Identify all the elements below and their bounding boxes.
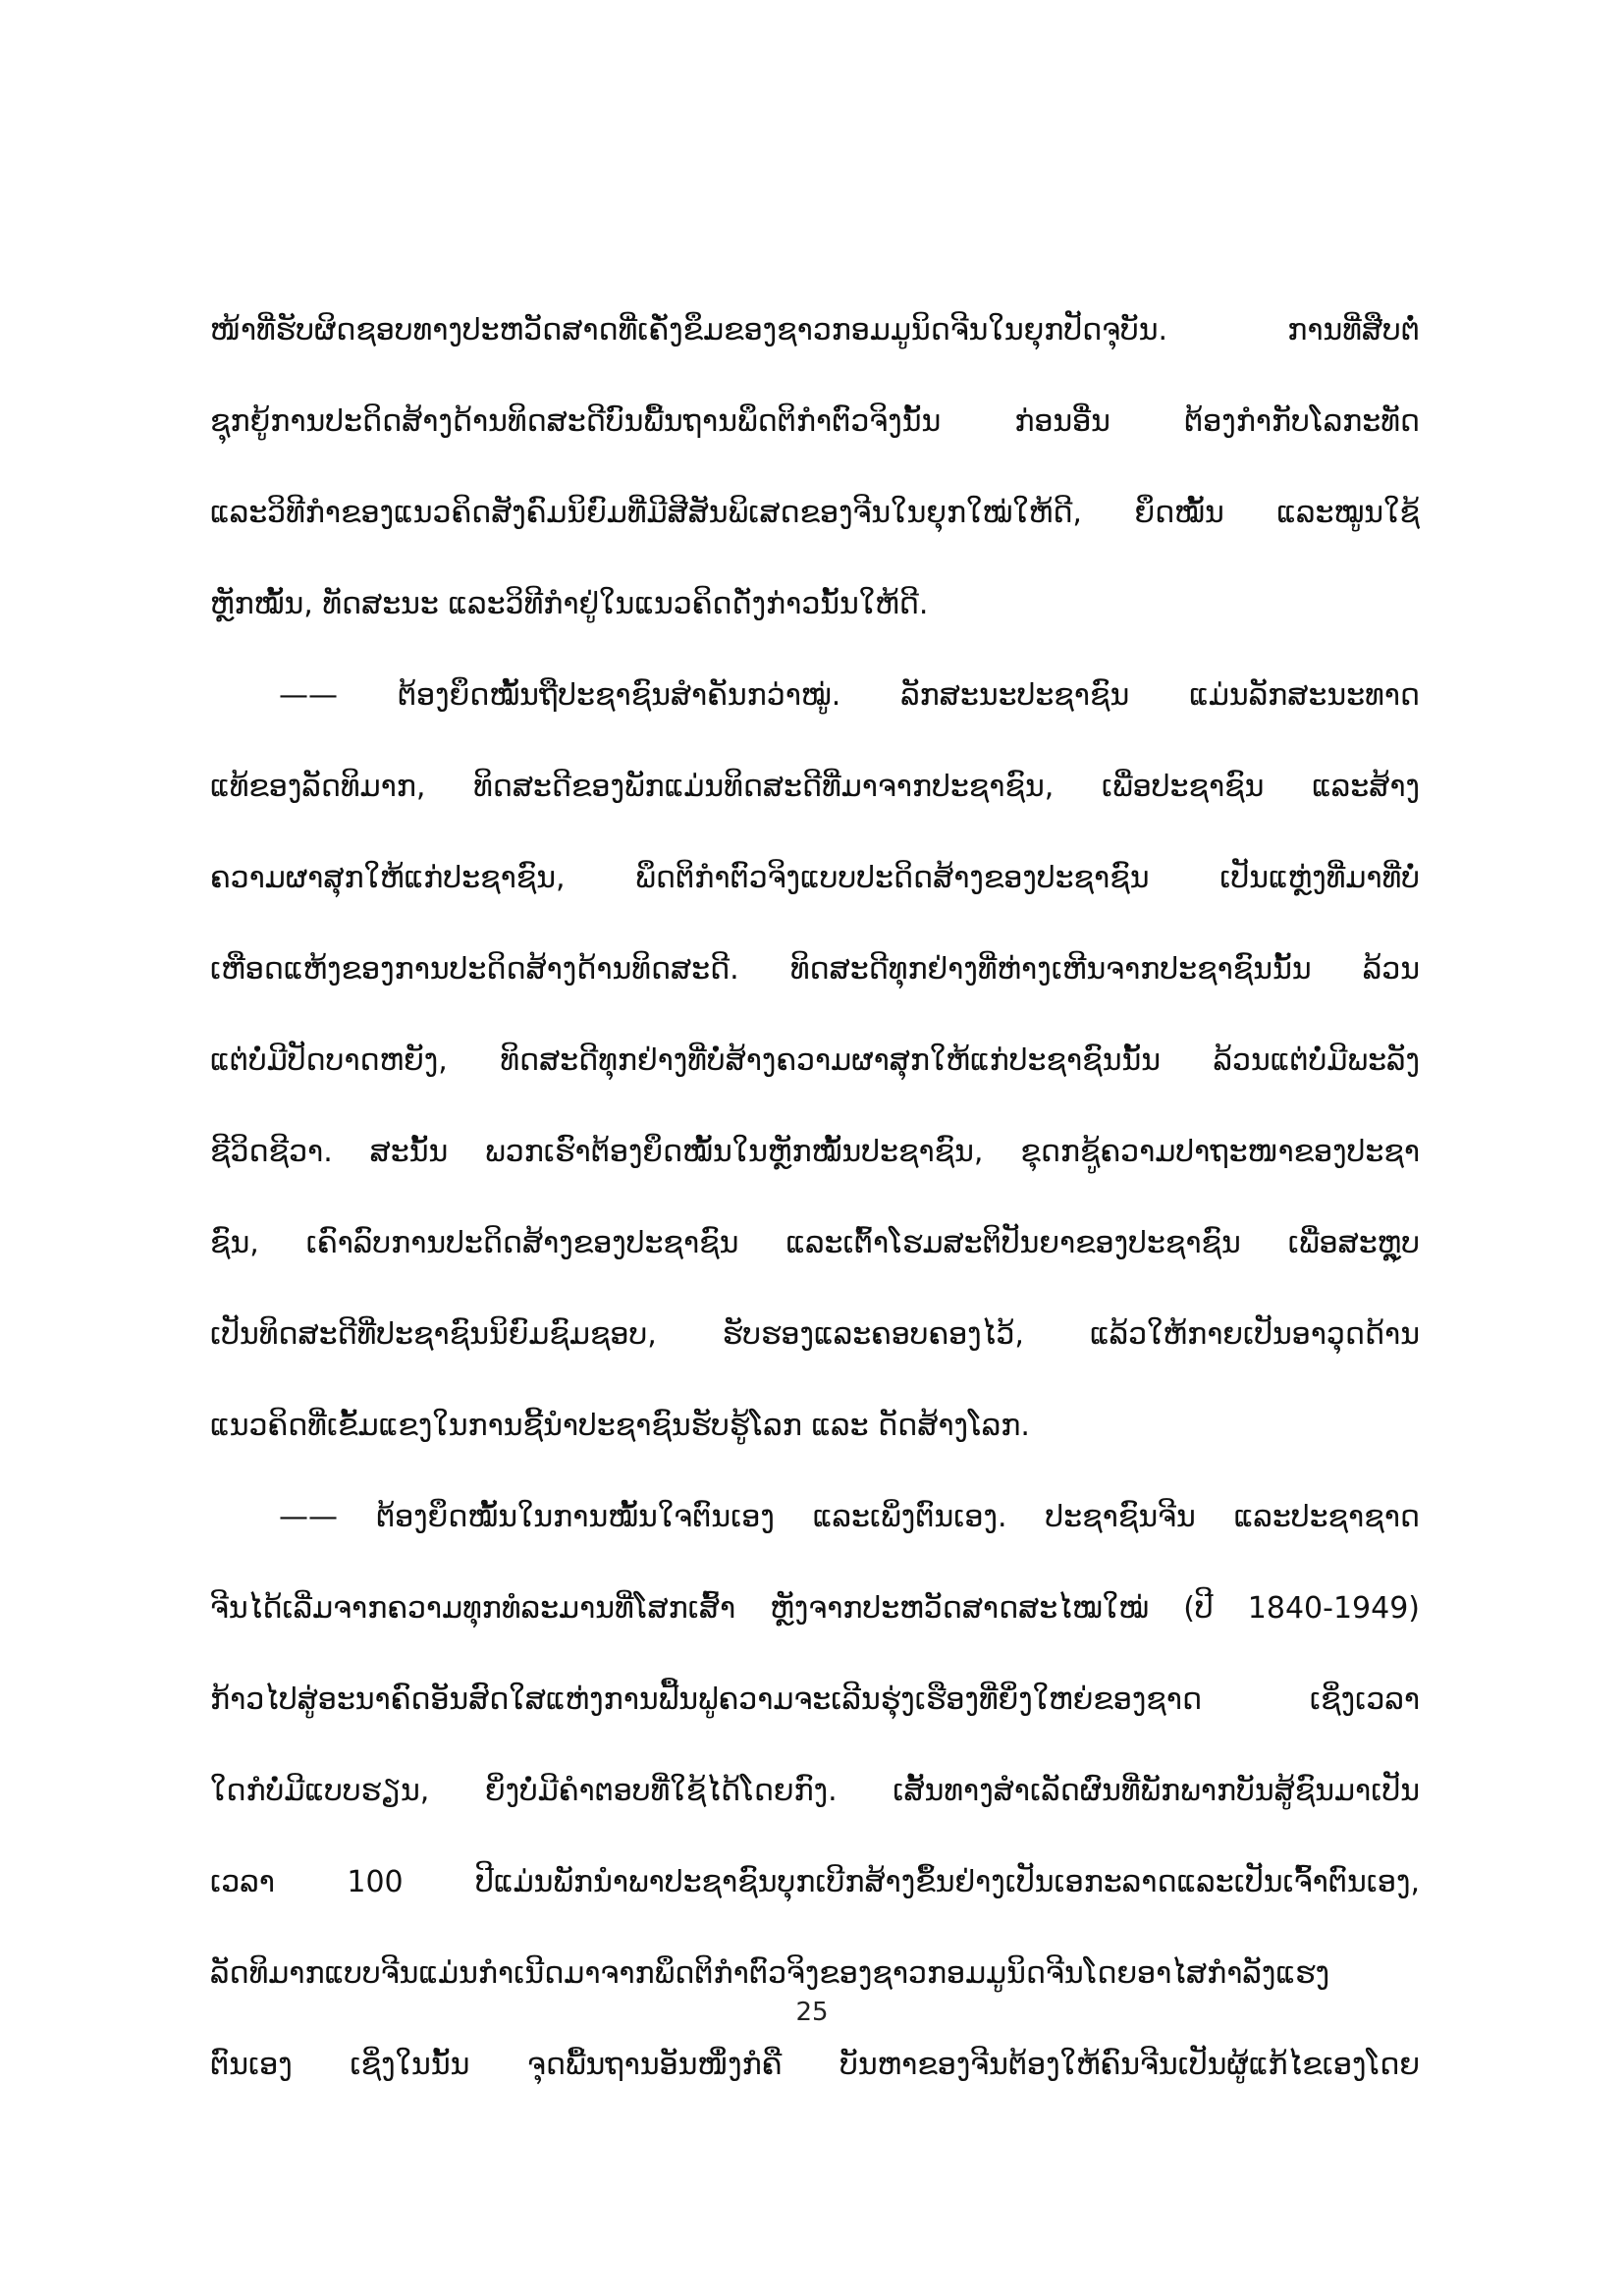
text-line-9: ແຕ່ບໍ່ມີປັດບາດຫຍັງ, ທິດສະດີທຸກຢ່າງທີ່ບໍ່ສ້າງຄວາມຜາສຸກໃຫ້ແກ່ປະຊາຊົນນັ້ນ ລ້ວນແຕ່ບໍ່ມີພະລັງ <box>210 1043 1420 1078</box>
text-line-3: ແລະວິທີກຳຂອງແນວຄິດສັງຄົມນິຍົມທີ່ມີສີສັນພິເສດຂອງຈີນໃນຍຸກໃໝ່ໃຫ້ດີ, ຍຶດໝັ້ນ ແລະໝູນໃຊ້ <box>210 496 1420 530</box>
text-line-16: ກ້າວໄປສູ່ອະນາຄົດອັນສົດໃສແຫ່ງການຟື້ນຟູຄວາມຈະເລີນຮຸ່ງເຮືອງທີ່ຍິ່ງໃຫຍ່ຂອງຊາດ ເຊິ່ງເວລາ <box>210 1682 1420 1717</box>
text-line-14: —— ຕ້ອງຍຶດໝັ້ນໃນການໝັ້ນໃຈຕົນເອງ ແລະເພິ່ງຕົນເອງ. ປະຊາຊົນຈີນ ແລະປະຊາຊາດ <box>279 1500 1420 1534</box>
text-line-4: ຫຼັກໝັ້ນ, ທັດສະນະ ແລະວິທີກຳຢູ່ໃນແນວຄິດດັ່ງກ່າວນັ້ນໃຫ້ດີ. <box>210 587 929 621</box>
text-line-10: ຊີວິດຊີວາ. ສະນັ້ນ ພວກເຮົາຕ້ອງຍຶດໝັ້ນໃນຫຼັກໝັ້ນປະຊາຊົນ, ຂຸດກຊູ້ຄວາມປາຖະໜາຂອງປະຊາ <box>210 1135 1420 1169</box>
text-line-20: ຕົນເອງ ເຊິ່ງໃນນັ້ນ ຈຸດພື້ນຖານອັນໜຶ່ງກໍຄື ບັນຫາຂອງຈີນຕ້ອງໃຫ້ຄົນຈີນເປັນຜູ້ແກ້ໄຂເອງໂດຍ <box>210 2048 1420 2082</box>
text-line-8: ເຫືອດແຫ້ງຂອງການປະດິດສ້າງດ້ານທິດສະດີ. ທິດສະດີທຸກຢ່າງທີ່ຫ່າງເຫີນຈາກປະຊາຊົນນັ້ນ ລ້ວນ <box>210 952 1420 987</box>
text-line-6: ແທ້ຂອງລັດທິມາກ, ທິດສະດີຂອງພັກແມ່ນທິດສະດີທີ່ມາຈາກປະຊາຊົນ, ເພື່ອປະຊາຊົນ ແລະສ້າງ <box>210 770 1420 804</box>
text-line-5: —— ຕ້ອງຍຶດໝັ້ນຖືປະຊາຊົນສຳຄັນກວ່າໝູ່. ລັກສະນະປະຊາຊົນ ແມ່ນລັກສະນະທາດ <box>279 678 1420 713</box>
text-line-13: ແນວຄິດທີ່ເຂັ້ມແຂງໃນການຊີ້ນຳປະຊາຊົນຮັບຮູ້ໂລກ ແລະ ດັດສ້າງໂລກ. <box>210 1409 1030 1443</box>
text-line-18: ເວລາ 100 ປີແມ່ນພັກນຳພາປະຊາຊົນບຸກເບີກສ້າງຂຶ້ນຢ່າງເປັນເອກະລາດແລະເປັນເຈົ້າຕົນເອງ, <box>210 1865 1420 1899</box>
text-line-7: ຄວາມຜາສຸກໃຫ້ແກ່ປະຊາຊົນ, ພຶດຕິກຳຕົວຈິງແບບປະດິດສ້າງຂອງປະຊາຊົນ ເປັນແຫຼ່ງທີ່ມາທີ່ບໍ່ <box>210 861 1420 895</box>
text-line-12: ເປັນທິດສະດີທີ່ປະຊາຊົນນິຍົມຊົມຊອບ, ຮັບຮອງແລະຄອບຄອງໄວ້, ແລ້ວໃຫ້ກາຍເປັນອາວຸດດ້ານ <box>210 1317 1420 1352</box>
text-line-17: ໃດກໍບໍ່ມີແບບຮຽນ, ຍິ່ງບໍ່ມີຄຳຕອບທີ່ໃຊ້ໄດ້ໂດຍກົງ. ເສັ້ນທາງສຳເລັດຜົນທີ່ພັກພາກບັນສູ້ຊົນມາເປັນ <box>210 1774 1420 1808</box>
page-number: 25 <box>795 1998 829 2027</box>
text-line-11: ຊົນ, ເຄົາລົບການປະດິດສ້າງຂອງປະຊາຊົນ ແລະເຕົ້າໂຮມສະຕິປັນຍາຂອງປະຊາຊົນ ເພື່ອສະຫຼຸບ <box>210 1226 1420 1260</box>
body-text <box>210 294 1420 2120</box>
text-line-19: ລັດທິມາກແບບຈີນແມ່ນກຳເນີດມາຈາກພຶດຕິກຳຕົວຈິງຂອງຊາວກອມມູນິດຈີນໂດຍອາໄສກຳລັງແຮງ <box>210 1956 1330 1991</box>
text-line-1: ໜ້າທີ່ຮັບຜິດຊອບທາງປະຫວັດສາດທີ່ເຄັ່ງຂຶມຂອງຊາວກອມມູນິດຈີນໃນຍຸກປັດຈຸບັນ. ການທີ່ສືບຕໍ່ <box>210 313 1420 347</box>
text-line-2: ຊຸກຍູ້ການປະດິດສ້າງດ້ານທິດສະດີບົນພື້ນຖານພຶດຕິກຳຕົວຈິງນັ້ນ ກ່ອນອື່ນ ຕ້ອງກຳກັບໂລກະທັດ <box>210 404 1420 439</box>
text-line-15: ຈີນໄດ້ເລີ່ມຈາກຄວາມທຸກທໍລະມານທີ່ໂສກເສົ້າ ຫຼັງຈາກປະຫວັດສາດສະໄໝໃໝ່ (ປີ 1840-1949) <box>210 1591 1420 1626</box>
